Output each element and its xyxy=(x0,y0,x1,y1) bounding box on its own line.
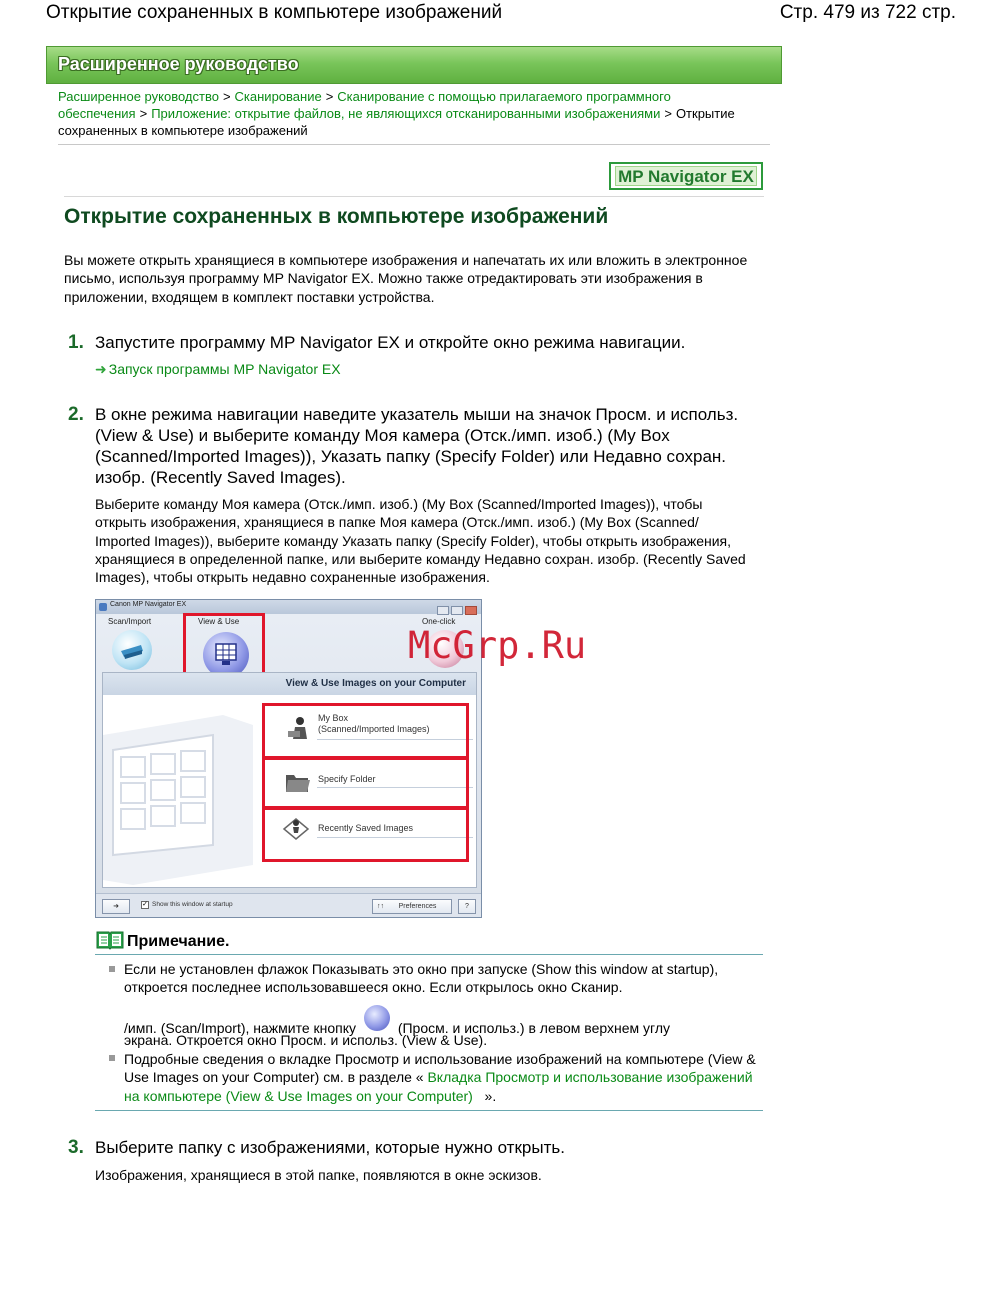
minimize-icon[interactable] xyxy=(437,606,449,615)
app-icon xyxy=(99,603,107,611)
show-window-label: Show this window at startup xyxy=(152,901,233,908)
note-book-icon xyxy=(96,930,124,950)
recently-saved-label[interactable]: Recently Saved Images xyxy=(318,823,414,833)
step-number: 2. xyxy=(68,404,84,425)
bullet xyxy=(109,966,115,972)
banner-label: Расширенное руководство xyxy=(58,54,299,74)
note-bullet-1-end: экрана. Откроется окно Просм. и использ. (View & Use). xyxy=(124,1032,488,1048)
document-title: Открытие сохраненных в компьютере изображений xyxy=(46,2,503,23)
page-title: Открытие сохраненных в компьютере изображений xyxy=(64,205,609,228)
highlight-my-box xyxy=(262,703,469,759)
monitor-illustration-icon xyxy=(103,695,263,887)
window-footer xyxy=(96,893,481,917)
window-title: Canon MP Navigator EX xyxy=(110,601,187,608)
specify-folder-label[interactable]: Specify Folder xyxy=(318,774,376,784)
view-use-button-icon xyxy=(364,1005,390,1031)
intro-paragraph: Вы можете открыть хранящиеся в компьютере изображения и напечатать их или вложить в электронное письмо, используя программу MP Navigator EX. Можно также отредактировать эти изображения в приложении, входящем в комплект поставки устройства. xyxy=(64,252,748,305)
breadcrumb-link-scanning[interactable]: Сканирование xyxy=(234,89,322,104)
note-bullet-2-text: Подробные сведения о вкладке Просмотр и использование изображений на компьютере (View & Use Images on your Computer) см. в разделе « Вкладка Просмотр и использование изображений на компьютере (View & Use Images on your Computer) ». xyxy=(124,1051,756,1104)
page-counter: Стр. 479 из 722 стр. xyxy=(779,2,956,23)
note-top-line xyxy=(95,954,763,955)
window-titlebar xyxy=(96,600,481,614)
step-1-link[interactable] xyxy=(95,361,341,378)
note-bullet-1-cont: /имп. (Scan/Import), нажмите кнопку (Просм. и использ.) в левом верхнем углу xyxy=(124,1013,764,1039)
section-banner xyxy=(46,46,782,84)
breadcrumb-current: Открытие сохраненных в компьютере изображений xyxy=(58,106,735,138)
note-bullet-1-text: Если не установлен флажок Показывать это окно при запуске (Show this window at startup), откроется последнее использовавшееся окно. Если открылось окно Сканир. xyxy=(124,961,719,996)
view-use-tab-link[interactable]: Вкладка Просмотр и использование изображений на компьютере (View & Use Images on your Computer) xyxy=(124,1069,753,1104)
note-title: Примечание. xyxy=(127,933,230,950)
step-1-link-label: Запуск программы MP Navigator EX xyxy=(108,361,341,377)
divider xyxy=(58,144,770,145)
tab-view-use[interactable]: View & Use xyxy=(198,617,240,626)
my-box-label[interactable]: My Box (Scanned/Imported Images) xyxy=(318,713,430,734)
preferences-button[interactable]: ↑↑ Preferences xyxy=(372,899,452,914)
show-window-checkbox[interactable]: ✓ xyxy=(142,901,148,908)
breadcrumb: Расширенное руководство > Сканирование > Сканирование с помощью прилагаемого программного обеспечения > Приложение: открытие файлов, не являющихся отсканированными изображениями > Открытие сохраненных в компьютере изображений xyxy=(58,89,735,138)
arrow-right-icon: ➜ xyxy=(95,361,107,377)
product-badge-label: MP Navigator EX xyxy=(615,166,757,186)
bullet xyxy=(109,1055,115,1061)
tab-one-click[interactable]: One-click xyxy=(422,617,456,626)
watermark: McGrp.Ru xyxy=(408,624,587,667)
step-number: 3. xyxy=(68,1137,84,1158)
close-icon[interactable] xyxy=(465,606,477,615)
page-header xyxy=(46,2,956,28)
product-badge xyxy=(609,162,763,190)
divider xyxy=(64,196,764,197)
step-description: Выберите команду Моя камера (Отск./имп. изоб.) (My Box (Scanned/Imported Images)), чтобы открыть изображения, хранящиеся в папке Моя камера (Отск./имп. изоб.) (My Box (Scanned/ Imported Images)), выберите команду Указать папку (Specify Folder), чтобы открыть изображения, хранящиеся в определенной папке, или выберите команду Недавно сохран. изобр. (Recently Saved Images), чтобы открыть недавно сохраненные изображения. xyxy=(95,496,746,586)
step-number: 1. xyxy=(68,332,84,353)
panel-title: View & Use Images on your Computer xyxy=(285,678,466,689)
step-text: Выберите папку с изображениями, которые нужно открыть. xyxy=(95,1138,565,1157)
breadcrumb-link-advanced-guide[interactable]: Расширенное руководство xyxy=(58,89,219,104)
switch-mode-button[interactable]: ➜ xyxy=(102,899,130,914)
note-bottom-line xyxy=(95,1110,763,1111)
breadcrumb-link-software-scanning[interactable]: Сканирование с помощью прилагаемого программного обеспечения xyxy=(58,89,671,121)
scan-import-icon[interactable] xyxy=(112,630,152,670)
step-description: Изображения, хранящиеся в этой папке, появляются в окне эскизов. xyxy=(95,1167,542,1183)
highlight-specify-folder xyxy=(262,757,469,809)
step-text: В окне режима навигации наведите указатель мыши на значок Просм. и использ. (View & Use) и выберите команду Моя камера (Отск./имп. изоб.) (My Box (Scanned/Imported Images)), Указать папку (Specify Folder) или Недавно сохран. изобр. (Recently Saved Images). xyxy=(95,405,739,487)
maximize-icon[interactable] xyxy=(451,606,463,615)
panel-header xyxy=(103,673,476,695)
breadcrumb-link-appendix[interactable]: Приложение: открытие файлов, не являющихся отсканированными изображениями xyxy=(151,106,661,121)
help-button[interactable]: ? xyxy=(458,899,476,914)
tab-scan-import[interactable]: Scan/Import xyxy=(108,617,152,626)
highlight-recently-saved xyxy=(262,807,469,862)
step-text: Запустите программу MP Navigator EX и откройте окно режима навигации. xyxy=(95,333,686,352)
